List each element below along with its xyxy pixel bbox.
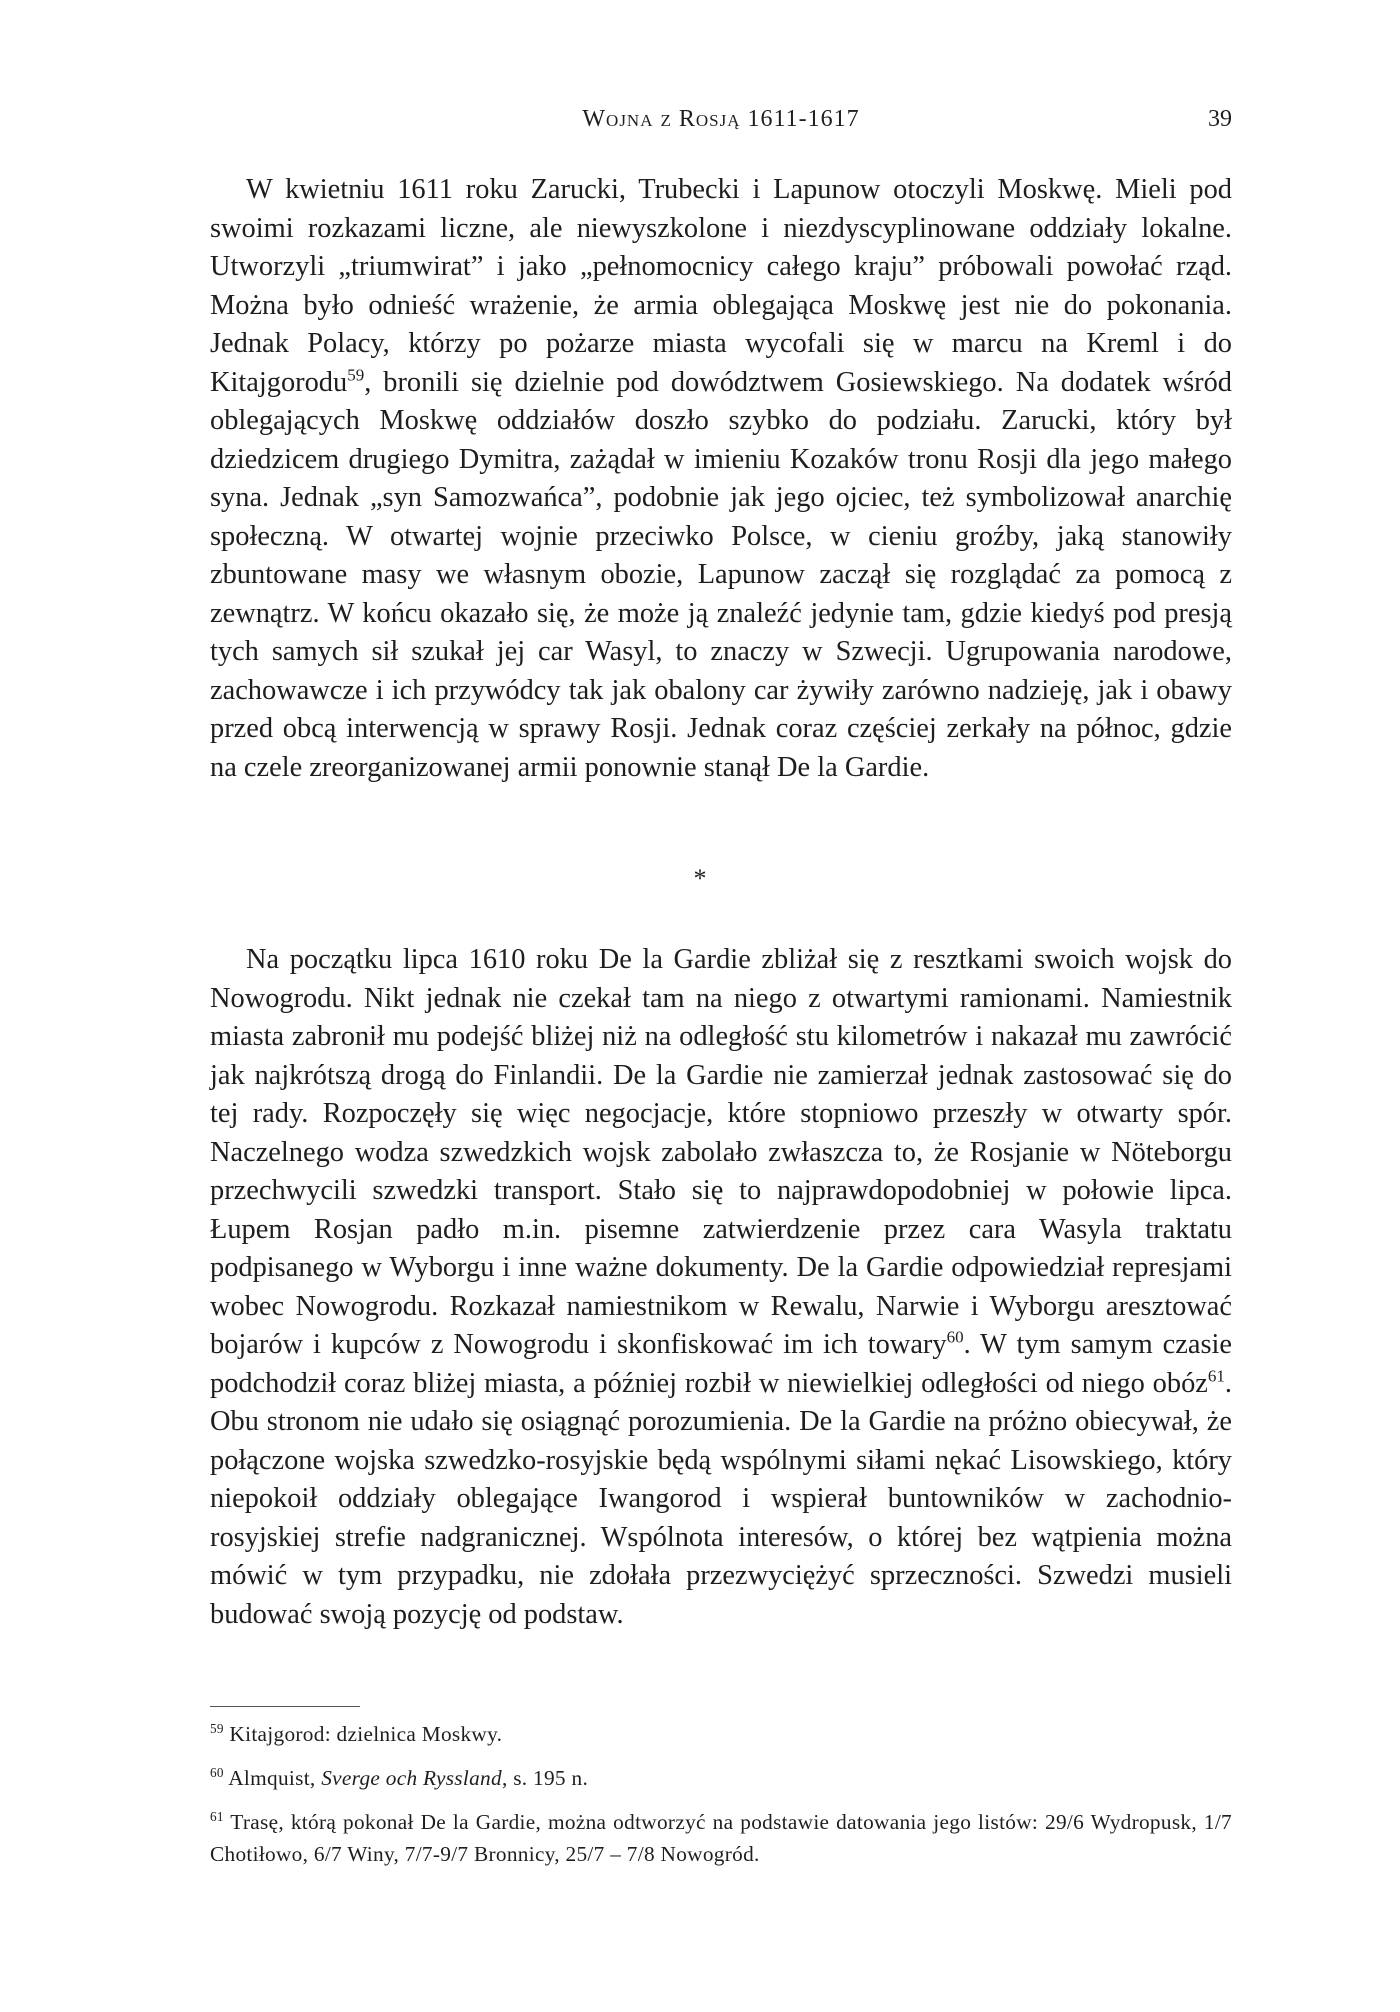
text-segment: W kwietniu 1611 roku Zarucki, Trubecki i Lapunow otoczyli Moskwę. Mieli pod swoimi rozkazami liczne, ale niewyszkolone i niezdyscyplinowane oddziały lokalne. Utworzyli „triumwirat” i jako „pełnomocnicy całego kraju” próbowali powołać rząd. Można było odnieść wrażenie, że armia oblegająca Moskwę jest nie do pokonania. Jednak Polacy, którzy po pożarze miasta wycofali się w marcu na Kreml i do Kitajgorodu: [210, 174, 1232, 398]
footnote-60: [210, 1762, 1232, 1794]
section-separator: *: [693, 864, 707, 893]
footnote-ref-61: 61: [1207, 1366, 1225, 1386]
footnote-text: Almquist,: [223, 1766, 322, 1790]
footnote-59: [210, 1718, 1232, 1750]
body-paragraph-1: [210, 171, 1232, 787]
text-segment: Na początku lipca 1610 roku De la Gardie zbliżał się z resztkami swoich wojsk do Nowogrodu. Nikt jednak nie czekał tam na niego z otwartymi ramionami. Namiestnik miasta zabronił mu podejść bliżej niż na odległość stu kilometrów i nakazał mu zawrócić jak najkrótszą drogą do Finlandii. De la Gardie nie zamierzał jednak zastosować się do tej rady. Rozpoczęły się więc negocjacje, które stopniowo przeszły w otwarty spór. Naczelnego wodza szwedzkich wojsk zabolało zwłaszcza to, że Rosjanie w Nöteborgu przechwycili szwedzki transport. Stało się to najprawdopodobniej w połowie lipca. Łupem Rosjan padło m.in. pisemne zatwierdzenie przez cara Wasyla traktatu podpisanego w Wyborgu i inne ważne dokumenty. De la Gardie odpowiedział represjami wobec Nowogrodu. Rozkazał namiestnikom w Rewalu, Narwie i Wyborgu aresztować bojarów i kupców z Nowogrodu i skonfiskować im ich towary: [210, 944, 1232, 1360]
footnote-rule: [210, 1706, 360, 1707]
footnote-text: Trasę, którą pokonał De la Gardie, można odtworzyć na podstawie datowania jego listów: 29/6 Wydropusk, 1/7 Chotiłowo, 6/7 Winy, 7/7-9/7 Bronnicy, 25/7 – 7/8 Nowogród.: [210, 1810, 1232, 1866]
footnotes: [210, 1718, 1232, 1882]
footnote-ref-60: 60: [946, 1327, 964, 1347]
text-segment: . Obu stronom nie udało się osiągnąć porozumienia. De la Gardie na próżno obiecywał, że połączone wojska szwedzko-rosyjskie będą wspólnymi siłami nękać Lisowskiego, który niepokoił oddziały oblegające Iwangorod i wspierał buntowników w zachodnio-rosyjskiej strefie nadgranicznej. Wspólnota interesów, o której bez wątpienia można mówić w tym przypadku, nie zdołała przezwyciężyć sprzeczności. Szwedzi musieli budować swoją pozycję od podstaw.: [210, 1367, 1232, 1630]
running-title: Wojna z Rosją 1611-1617: [582, 106, 860, 132]
book-title: Sverge och Ryssland: [321, 1766, 502, 1790]
footnote-number: 59: [210, 1720, 224, 1736]
text-segment: . W tym samym czasie podchodził coraz bliżej miasta, a później rozbił w niewielkiej odległości od niego obóz: [210, 1329, 1232, 1399]
running-head: [210, 101, 1232, 137]
footnote-ref-59: 59: [347, 365, 365, 385]
body-paragraph-2: [210, 941, 1232, 1634]
footnote-number: 61: [210, 1808, 224, 1824]
footnote-61: [210, 1806, 1232, 1870]
page-number: 39: [1208, 106, 1232, 132]
text-segment: , bronili się dzielnie pod dowództwem Gosiewskiego. Na dodatek wśród oblegających Moskwę oddziałów doszło szybko do podziału. Zarucki, który był dziedzicem drugiego Dymitra, zażądał w imieniu Kozaków tronu Rosji dla jego małego syna. Jednak „syn Samozwańca”, podobnie jak jego ojciec, też symbolizował anarchię społeczną. W otwartej wojnie przeciwko Polsce, w cieniu groźby, jaką stanowiły zbuntowane masy we własnym obozie, Lapunow zaczął się rozglądać za pomocą z zewnątrz. W końcu okazało się, że może ją znaleźć jedynie tam, gdzie kiedyś pod presją tych samych sił szukał jej car Wasyl, to znaczy w Szwecji. Ugrupowania narodowe, zachowawcze i ich przywódcy tak jak obalony car żywiły zarówno nadzieję, jak i obawy przed obcą interwencją w sprawy Rosji. Jednak coraz częściej zerkały na północ, gdzie na czele zreorganizowanej armii ponownie stanął De la Gardie.: [210, 366, 1232, 783]
footnote-number: 60: [210, 1764, 224, 1780]
footnote-text: Kitajgorod: dzielnica Moskwy.: [223, 1722, 503, 1746]
footnote-text: , s. 195 n.: [501, 1766, 589, 1790]
